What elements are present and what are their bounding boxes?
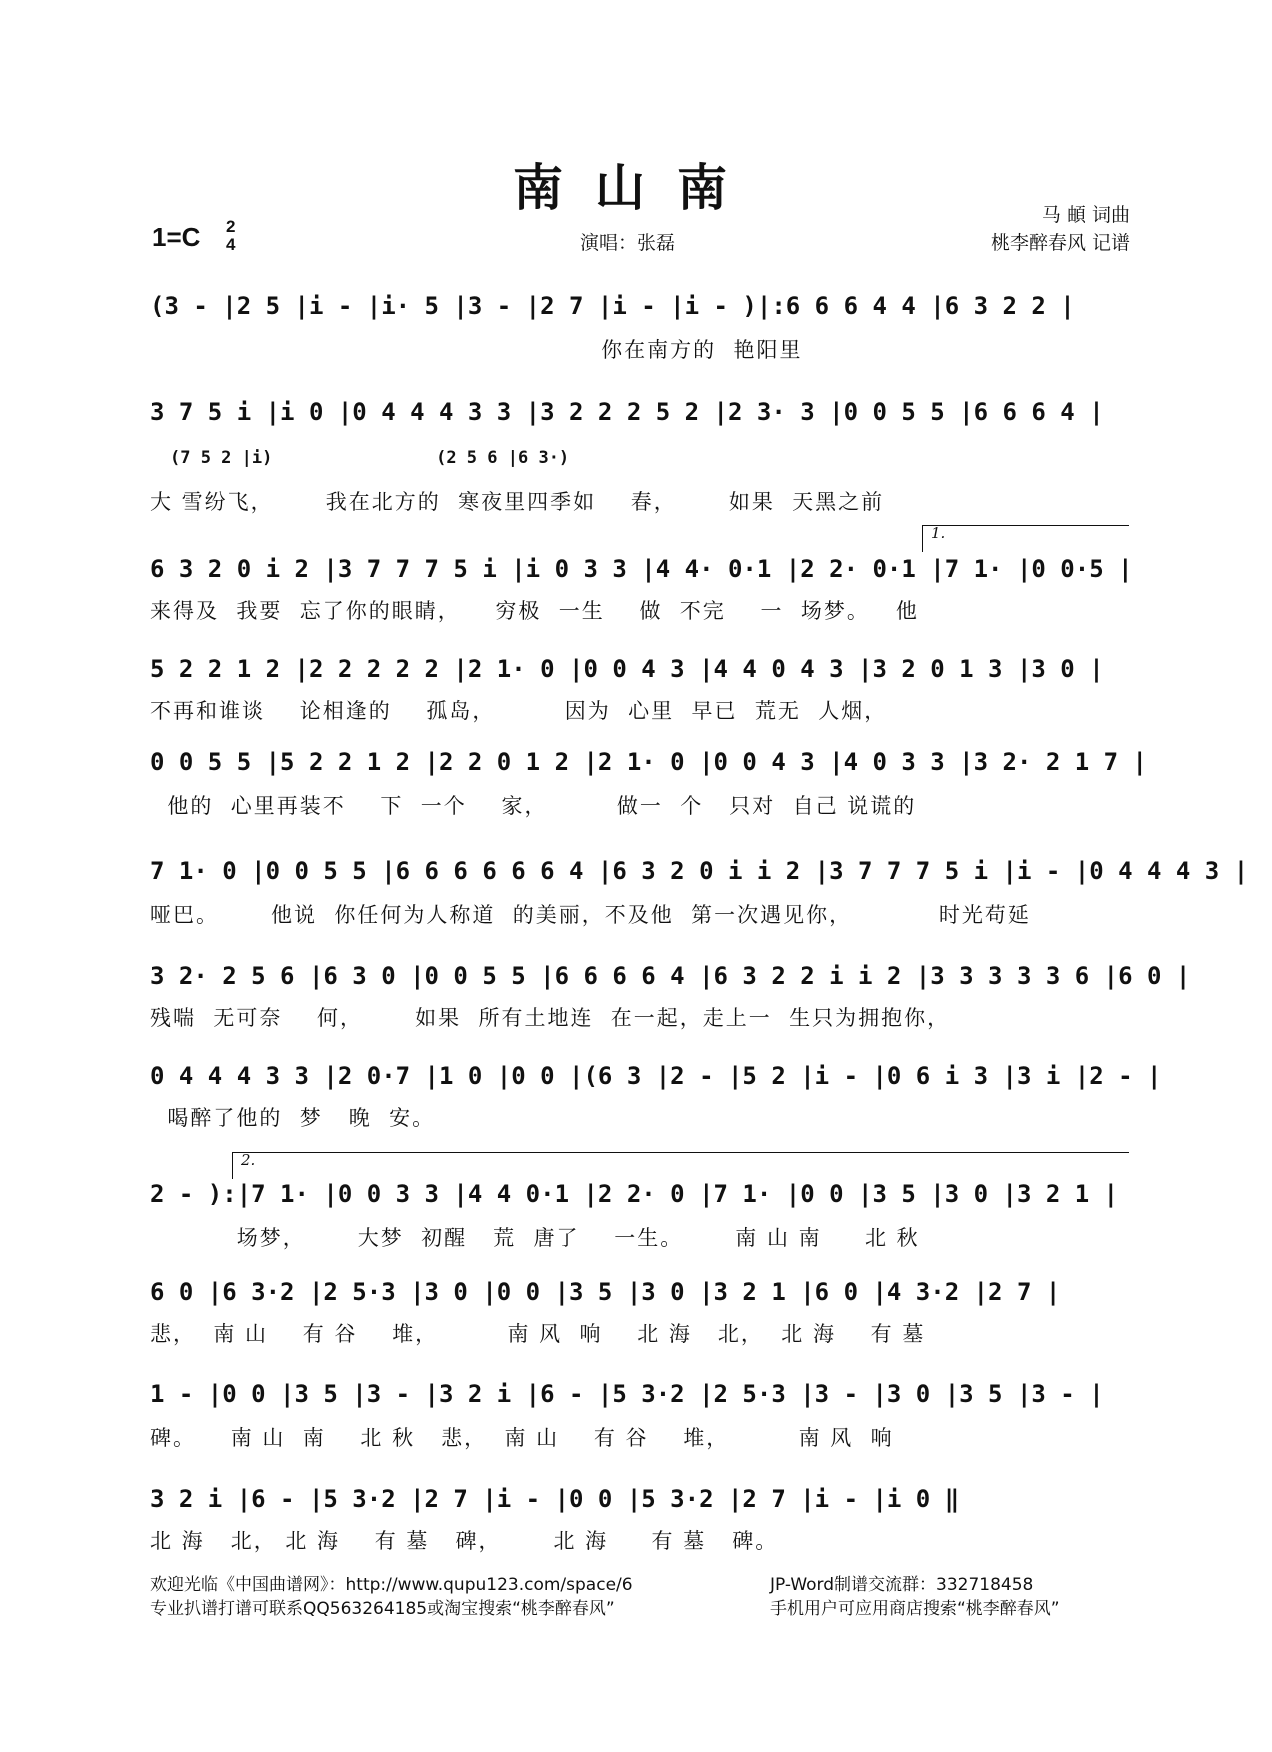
notes-row-1: (3 - |2 5 |i - |i· 5 |3 - |2 7 |i - |i - )|:6 6 6 4 4 |6 3 2 2 |	[150, 292, 1075, 320]
volta-2	[232, 1152, 1129, 1179]
lyrics-row-1: 你在南方的 艳阳里	[150, 338, 803, 362]
song-title: 南山南	[513, 158, 759, 217]
footer-contact: 专业扒谱打谱可联系QQ563264185或淘宝搜索“桃李醉春风”	[150, 1599, 615, 1619]
notes-row-12: 3 2 i |6 - |5 3·2 |2 7 |i - |0 0 |5 3·2 |2 7 |i - |i 0 ‖	[150, 1485, 960, 1513]
notes-row-9: 2 - ):|7 1· |0 0 3 3 |4 4 0·1 |2 2· 0 |7 1· |0 0 |3 5 |3 0 |3 2 1 |	[150, 1180, 1119, 1208]
notes-row-5: 0 0 5 5 |5 2 2 1 2 |2 2 0 1 2 |2 1· 0 |0 0 4 3 |4 0 3 3 |3 2· 2 1 7 |	[150, 748, 1147, 776]
footer-app: 手机用户可应用商店搜索“桃李醉春风”	[770, 1599, 1060, 1619]
lyrics-row-2: 大 雪纷飞， 我在北方的 寒夜里四季如 春， 如果 天黑之前	[150, 490, 885, 514]
notes-row-7: 3 2· 2 5 6 |6 3 0 |0 0 5 5 |6 6 6 6 4 |6 3 2 2 i i 2 |3 3 3 3 3 6 |6 0 |	[150, 962, 1191, 990]
notes-row-6: 7 1· 0 |0 0 5 5 |6 6 6 6 6 6 4 |6 3 2 0 i i 2 |3 7 7 7 5 i |i - |0 4 4 4 3 |	[150, 857, 1249, 885]
lyrics-row-5: 他的 心里再装不 下 一个 家， 做一 个 只对 自己 说谎的	[150, 794, 917, 818]
meter-bottom: 4	[226, 235, 236, 254]
lyrics-row-11: 碑。 南 山 南 北 秋 悲， 南 山 有 谷 堆， 南 风 响	[150, 1426, 894, 1450]
lyrics-row-8: 喝醉了他的 梦 晚 安。	[150, 1106, 436, 1130]
meter-top: 2	[226, 217, 236, 236]
footer-website: 欢迎光临《中国曲谱网》：http://www.qupu123.com/space/6	[150, 1575, 633, 1595]
notes-row-11: 1 - |0 0 |3 5 |3 - |3 2 i |6 - |5 3·2 |2 5·3 |3 - |3 0 |3 5 |3 - |	[150, 1380, 1104, 1408]
footer-group: JP-Word制谱交流群：332718458	[770, 1575, 1034, 1595]
volta-1-label: 1.	[931, 524, 946, 542]
lyrics-row-6: 哑巴。 他说 你任何为人称道 的美丽，不及他 第一次遇见你， 时光苟延	[150, 903, 1031, 927]
volta-2-label: 2.	[241, 1151, 256, 1169]
lyrics-row-4: 不再和谁谈 论相逢的 孤岛， 因为 心里 早已 荒无 人烟，	[150, 699, 888, 723]
lyrics-row-7: 残喘 无可奈 何， 如果 所有土地连 在一起，走上一 生只为拥抱你，	[150, 1006, 951, 1030]
lyrics-row-9: 场梦， 大梦 初醒 荒 唐了 一生。 南 山 南 北 秋	[150, 1226, 920, 1250]
key-signature: 1=C	[152, 222, 201, 252]
notes-row-3: 6 3 2 0 i 2 |3 7 7 7 5 i |i 0 3 3 |4 4· 0·1 |2 2· 0·1 |7 1· |0 0·5 |	[150, 555, 1133, 583]
alt-notes-row-2: (7 5 2 |i) (2 5 6 |6 3·)	[170, 448, 570, 468]
volta-1	[922, 525, 1129, 552]
transcriber-credit: 桃李醉春风 记谱	[990, 232, 1130, 254]
notes-row-4: 5 2 2 1 2 |2 2 2 2 2 |2 1· 0 |0 0 4 3 |4 4 0 4 3 |3 2 0 1 3 |3 0 |	[150, 655, 1104, 683]
composer-credit: 马 頔 词曲	[1041, 204, 1130, 226]
lyrics-row-12: 北 海 北， 北 海 有 墓 碑， 北 海 有 墓 碑。	[150, 1529, 779, 1553]
singer-credit: 演唱：张磊	[580, 232, 676, 254]
notes-row-2: 3 7 5 i |i 0 |0 4 4 4 3 3 |3 2 2 2 5 2 |2 3· 3 |0 0 5 5 |6 6 6 4 |	[150, 398, 1104, 426]
lyrics-row-3: 来得及 我要 忘了你的眼睛， 穷极 一生 做 不完 一 场梦。 他	[150, 599, 919, 623]
lyrics-row-10: 悲， 南 山 有 谷 堆， 南 风 响 北 海 北， 北 海 有 墓	[150, 1322, 926, 1346]
notes-row-10: 6 0 |6 3·2 |2 5·3 |3 0 |0 0 |3 5 |3 0 |3 2 1 |6 0 |4 3·2 |2 7 |	[150, 1278, 1061, 1306]
time-signature	[226, 218, 235, 254]
notes-row-8: 0 4 4 4 3 3 |2 0·7 |1 0 |0 0 |(6 3 |2 - |5 2 |i - |0 6 i 3 |3 i |2 - |	[150, 1062, 1162, 1090]
